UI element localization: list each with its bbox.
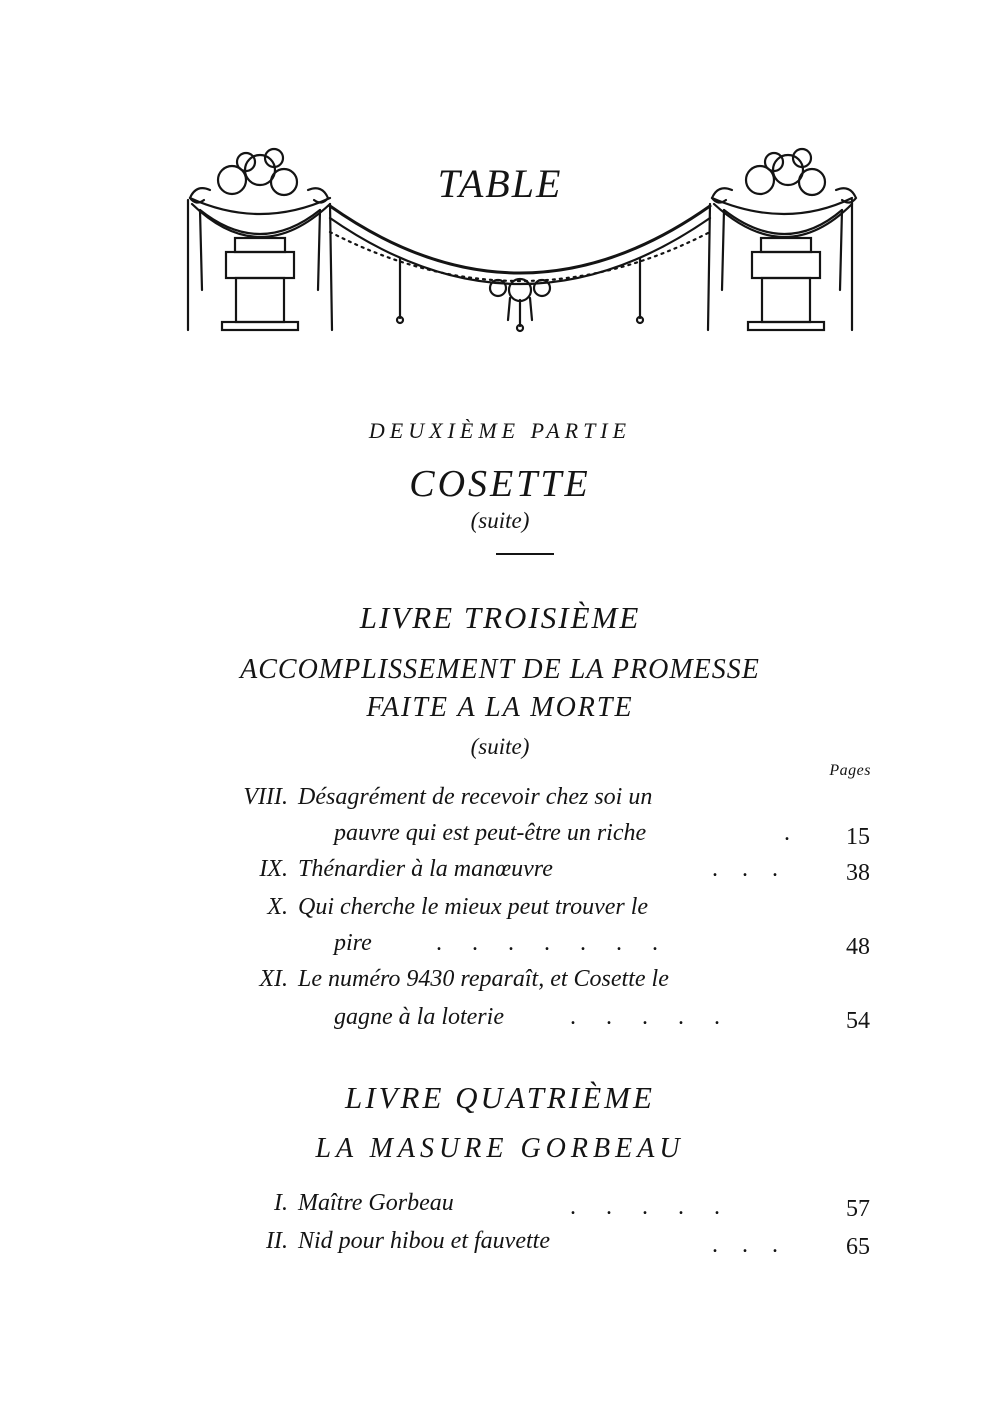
livre4-subtitle: LA MASURE GORBEAU <box>315 1133 685 1164</box>
livre3-subtitle-line1: ACCOMPLISSEMENT DE LA PROMESSE <box>240 654 760 685</box>
page-number: 38 <box>846 860 870 886</box>
chapter-number: IX. <box>259 856 288 882</box>
chapter-title-line1: Le numéro 9430 reparaît, et Cosette le <box>298 966 669 992</box>
chapter-number: X. <box>267 894 288 920</box>
page-number: 65 <box>846 1234 870 1260</box>
chapter-title-line2: pauvre qui est peut-être un riche <box>334 820 647 846</box>
leader-dots: . . . <box>712 856 778 882</box>
leader-dots: . . . . . . . <box>436 930 658 956</box>
part-label: DEUXIÈME PARTIE <box>368 418 632 443</box>
page-number: 57 <box>846 1196 870 1222</box>
chapter-title-line1: Désagrément de recevoir chez soi un <box>298 784 653 810</box>
part-suite: (suite) <box>470 508 530 533</box>
chapter-title-line1: Nid pour hibou et fauvette <box>298 1228 550 1254</box>
livre4-title: LIVRE QUATRIÈME <box>345 1080 655 1115</box>
chapter-title-line1: Qui cherche le mieux peut trouver le <box>298 894 649 920</box>
chapter-title-line1: Thénardier à la manœuvre <box>298 856 553 882</box>
chapter-number: I. <box>274 1190 288 1216</box>
chapter-title-line2: pire <box>334 930 372 956</box>
part-title: COSETTE <box>409 463 591 505</box>
livre3-title: LIVRE TROISIÈME <box>359 600 641 635</box>
leader-dots: . <box>784 820 790 846</box>
page-number: 54 <box>846 1008 870 1034</box>
chapter-number: II. <box>266 1228 288 1254</box>
chapter-number: VIII. <box>243 784 288 810</box>
pages-label: Pages <box>829 762 871 779</box>
livre3-suite: (suite) <box>470 734 530 759</box>
page-number: 15 <box>846 824 870 850</box>
leader-dots: . . . . . <box>570 1004 720 1030</box>
chapter-title-line2: gagne à la loterie <box>334 1004 504 1030</box>
leader-dots: . . . . . <box>570 1194 720 1220</box>
page-title: TABLE <box>437 161 563 206</box>
divider-rule <box>496 553 554 555</box>
leader-dots: . . . <box>712 1232 778 1258</box>
chapter-title-line1: Maître Gorbeau <box>298 1190 454 1216</box>
chapter-number: XI. <box>259 966 288 992</box>
page-number: 48 <box>846 934 870 960</box>
livre3-subtitle-line2: FAITE A LA MORTE <box>366 692 634 723</box>
